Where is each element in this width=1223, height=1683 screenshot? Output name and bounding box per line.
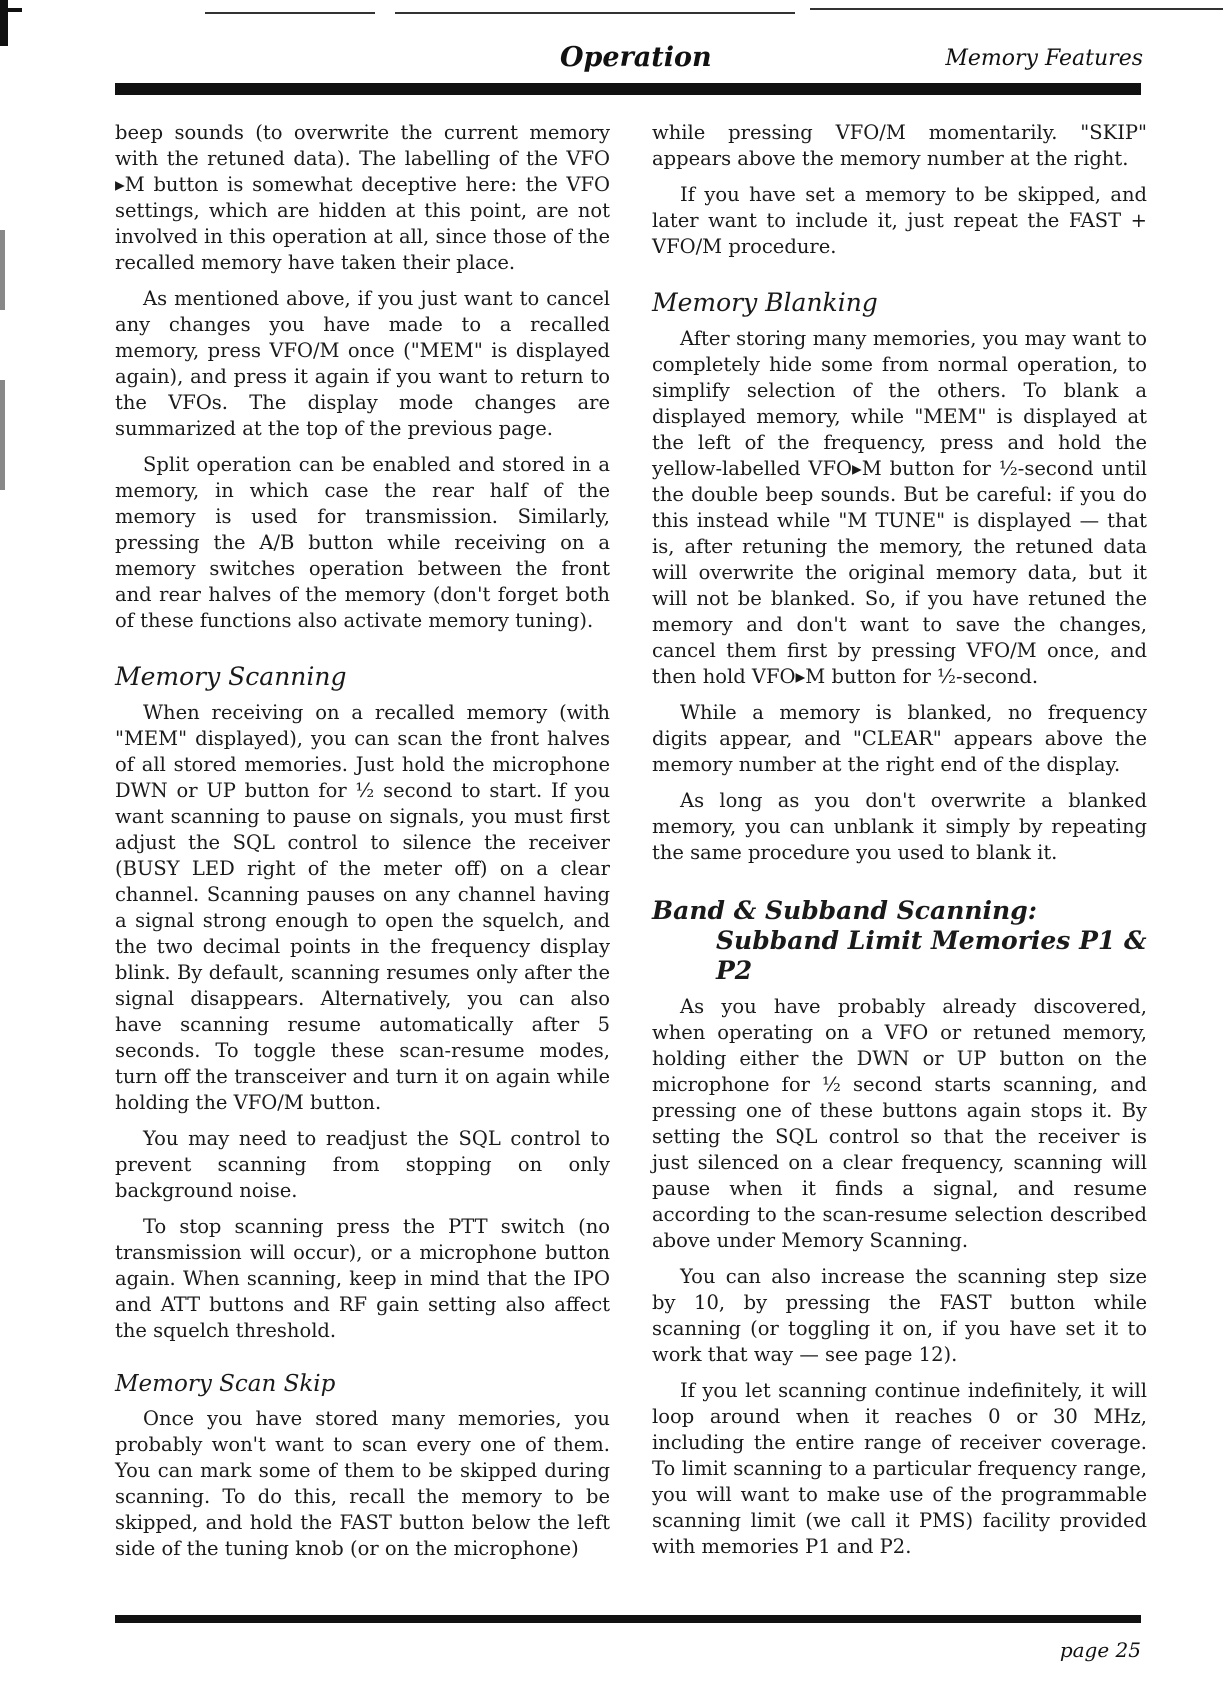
- paragraph: To stop scanning press the PTT switch (no transmission will occur), or a microphone button again. When scanning, keep in mind that the IPO and ATT buttons and RF gain setting also affect the squelch threshold.: [115, 1215, 610, 1342]
- header-rule: [115, 83, 1141, 95]
- scan-corner-mark-h: [0, 8, 22, 12]
- paragraph: If you let scanning continue indefinitely, it will loop around when it reaches 0 or 30 MHz, including the entire range of receiver coverage. To limit scanning to a particular frequency range, you will want to make use of the programmable scanning limit (we call it PMS) facility provided with memories P1 and P2.: [652, 1379, 1147, 1558]
- paragraph: beep sounds (to overwrite the current memory with the retuned data). The labelling of the VFO ▸M button is somewhat deceptive here: the VFO settings, which are hidden at this point, are not involved in this operation at all, since those of the recalled memory have taken their place.: [115, 121, 610, 274]
- paragraph: Split operation can be enabled and stored in a memory, in which case the rear half of the memory is used for transmission. Similarly, pressing the A/B button while receiving on a memory switches operation between the front and rear halves of the memory (don't forget both of these functions also activate memory tuning).: [115, 453, 610, 632]
- scan-left-edge: [0, 380, 5, 490]
- scan-edge-line: [205, 12, 375, 14]
- scan-corner-mark: [0, 0, 8, 46]
- page-number: page 25: [1059, 1638, 1141, 1662]
- paragraph: while pressing VFO/M momentarily. "SKIP" appears above the memory number at the right.: [652, 121, 1147, 170]
- paragraph: When receiving on a recalled memory (with "MEM" displayed), you can scan the front halves of all stored memories. Just hold the microphone DWN or UP button for ½ second to start. If you want scanning to pause on signals, you must first adjust the SQL control to silence the receiver (BUSY LED right of the meter off) on a clear channel. Scanning pauses on any channel having a signal strong enough to open the squelch, and the two decimal points in the frequency display blink. By default, scanning resumes only after the signal disappears. Alternatively, you can also have scanning resume automatically after 5 seconds. To toggle these scan-resume modes, turn off the transceiver and turn it on again while holding the VFO/M button.: [115, 701, 610, 1114]
- paragraph: You may need to readjust the SQL control to prevent scanning from stopping on only background noise.: [115, 1127, 610, 1202]
- scan-edge-line: [395, 12, 795, 14]
- right-column: [652, 120, 1147, 1570]
- heading-memory-scanning: Memory Scanning: [115, 662, 347, 691]
- footer-rule: [115, 1615, 1141, 1623]
- paragraph: While a memory is blanked, no frequency digits appear, and "CLEAR" appears above the memory number at the right end of the display.: [652, 701, 1147, 776]
- paragraph: Once you have stored many memories, you probably won't want to scan every one of them. You can mark some of them to be skipped during scanning. To do this, recall the memory to be skipped, and hold the FAST button below the left side of the tuning knob (or on the microphone): [115, 1407, 610, 1560]
- heading-memory-scan-skip: Memory Scan Skip: [115, 1371, 336, 1397]
- paragraph: As mentioned above, if you just want to cancel any changes you have made to a recalled memory, press VFO/M once ("MEM" is displayed again), and press it again if you want to return to the VFOs. The display mode changes are summarized at the top of the previous page.: [115, 287, 610, 440]
- left-column: [115, 120, 610, 1572]
- paragraph: As you have probably already discovered, when operating on a VFO or retuned memory, holding either the DWN or UP button on the microphone for ½ second starts scanning, and pressing one of these buttons again stops it. By setting the SQL control so that the receiver is just silenced on a clear frequency, scanning will pause when it finds a signal, and resume according to the scan-resume selection described above under Memory Scanning.: [652, 995, 1147, 1252]
- paragraph: As long as you don't overwrite a blanked memory, you can unblank it simply by repeating the same procedure you used to blank it.: [652, 789, 1147, 864]
- paragraph: If you have set a memory to be skipped, and later want to include it, just repeat the FAST + VFO/M procedure.: [652, 183, 1147, 258]
- heading-band-subband-scanning: [652, 896, 1147, 986]
- subsection-title: Memory Features: [945, 46, 1143, 71]
- scan-left-edge: [0, 230, 5, 310]
- scan-edge-line: [810, 8, 1223, 10]
- heading-memory-blanking: Memory Blanking: [652, 288, 878, 317]
- heading-line-2: Subband Limit Memories P1 & P2: [716, 926, 1147, 985]
- section-title: Operation: [560, 42, 712, 73]
- heading-line-1: Band & Subband Scanning:: [652, 896, 1037, 925]
- page-header: [115, 38, 1143, 78]
- paragraph: You can also increase the scanning step size by 10, by pressing the FAST button while scanning (or toggling it on, if you have set it to work that way — see page 12).: [652, 1265, 1147, 1366]
- paragraph: After storing many memories, you may want to completely hide some from normal operation, to simplify selection of the others. To blank a displayed memory, while "MEM" is displayed at the left of the frequency, press and hold the yellow-labelled VFO▸M button for ½-second until the double beep sounds. But be careful: if you do this instead while "M TUNE" is displayed — that is, after retuning the memory, the retuned data will overwrite the original memory data, but it will not be blanked. So, if you have retuned the memory and don't want to save the changes, cancel them first by pressing VFO/M once, and then hold VFO▸M button for ½-second.: [652, 327, 1147, 688]
